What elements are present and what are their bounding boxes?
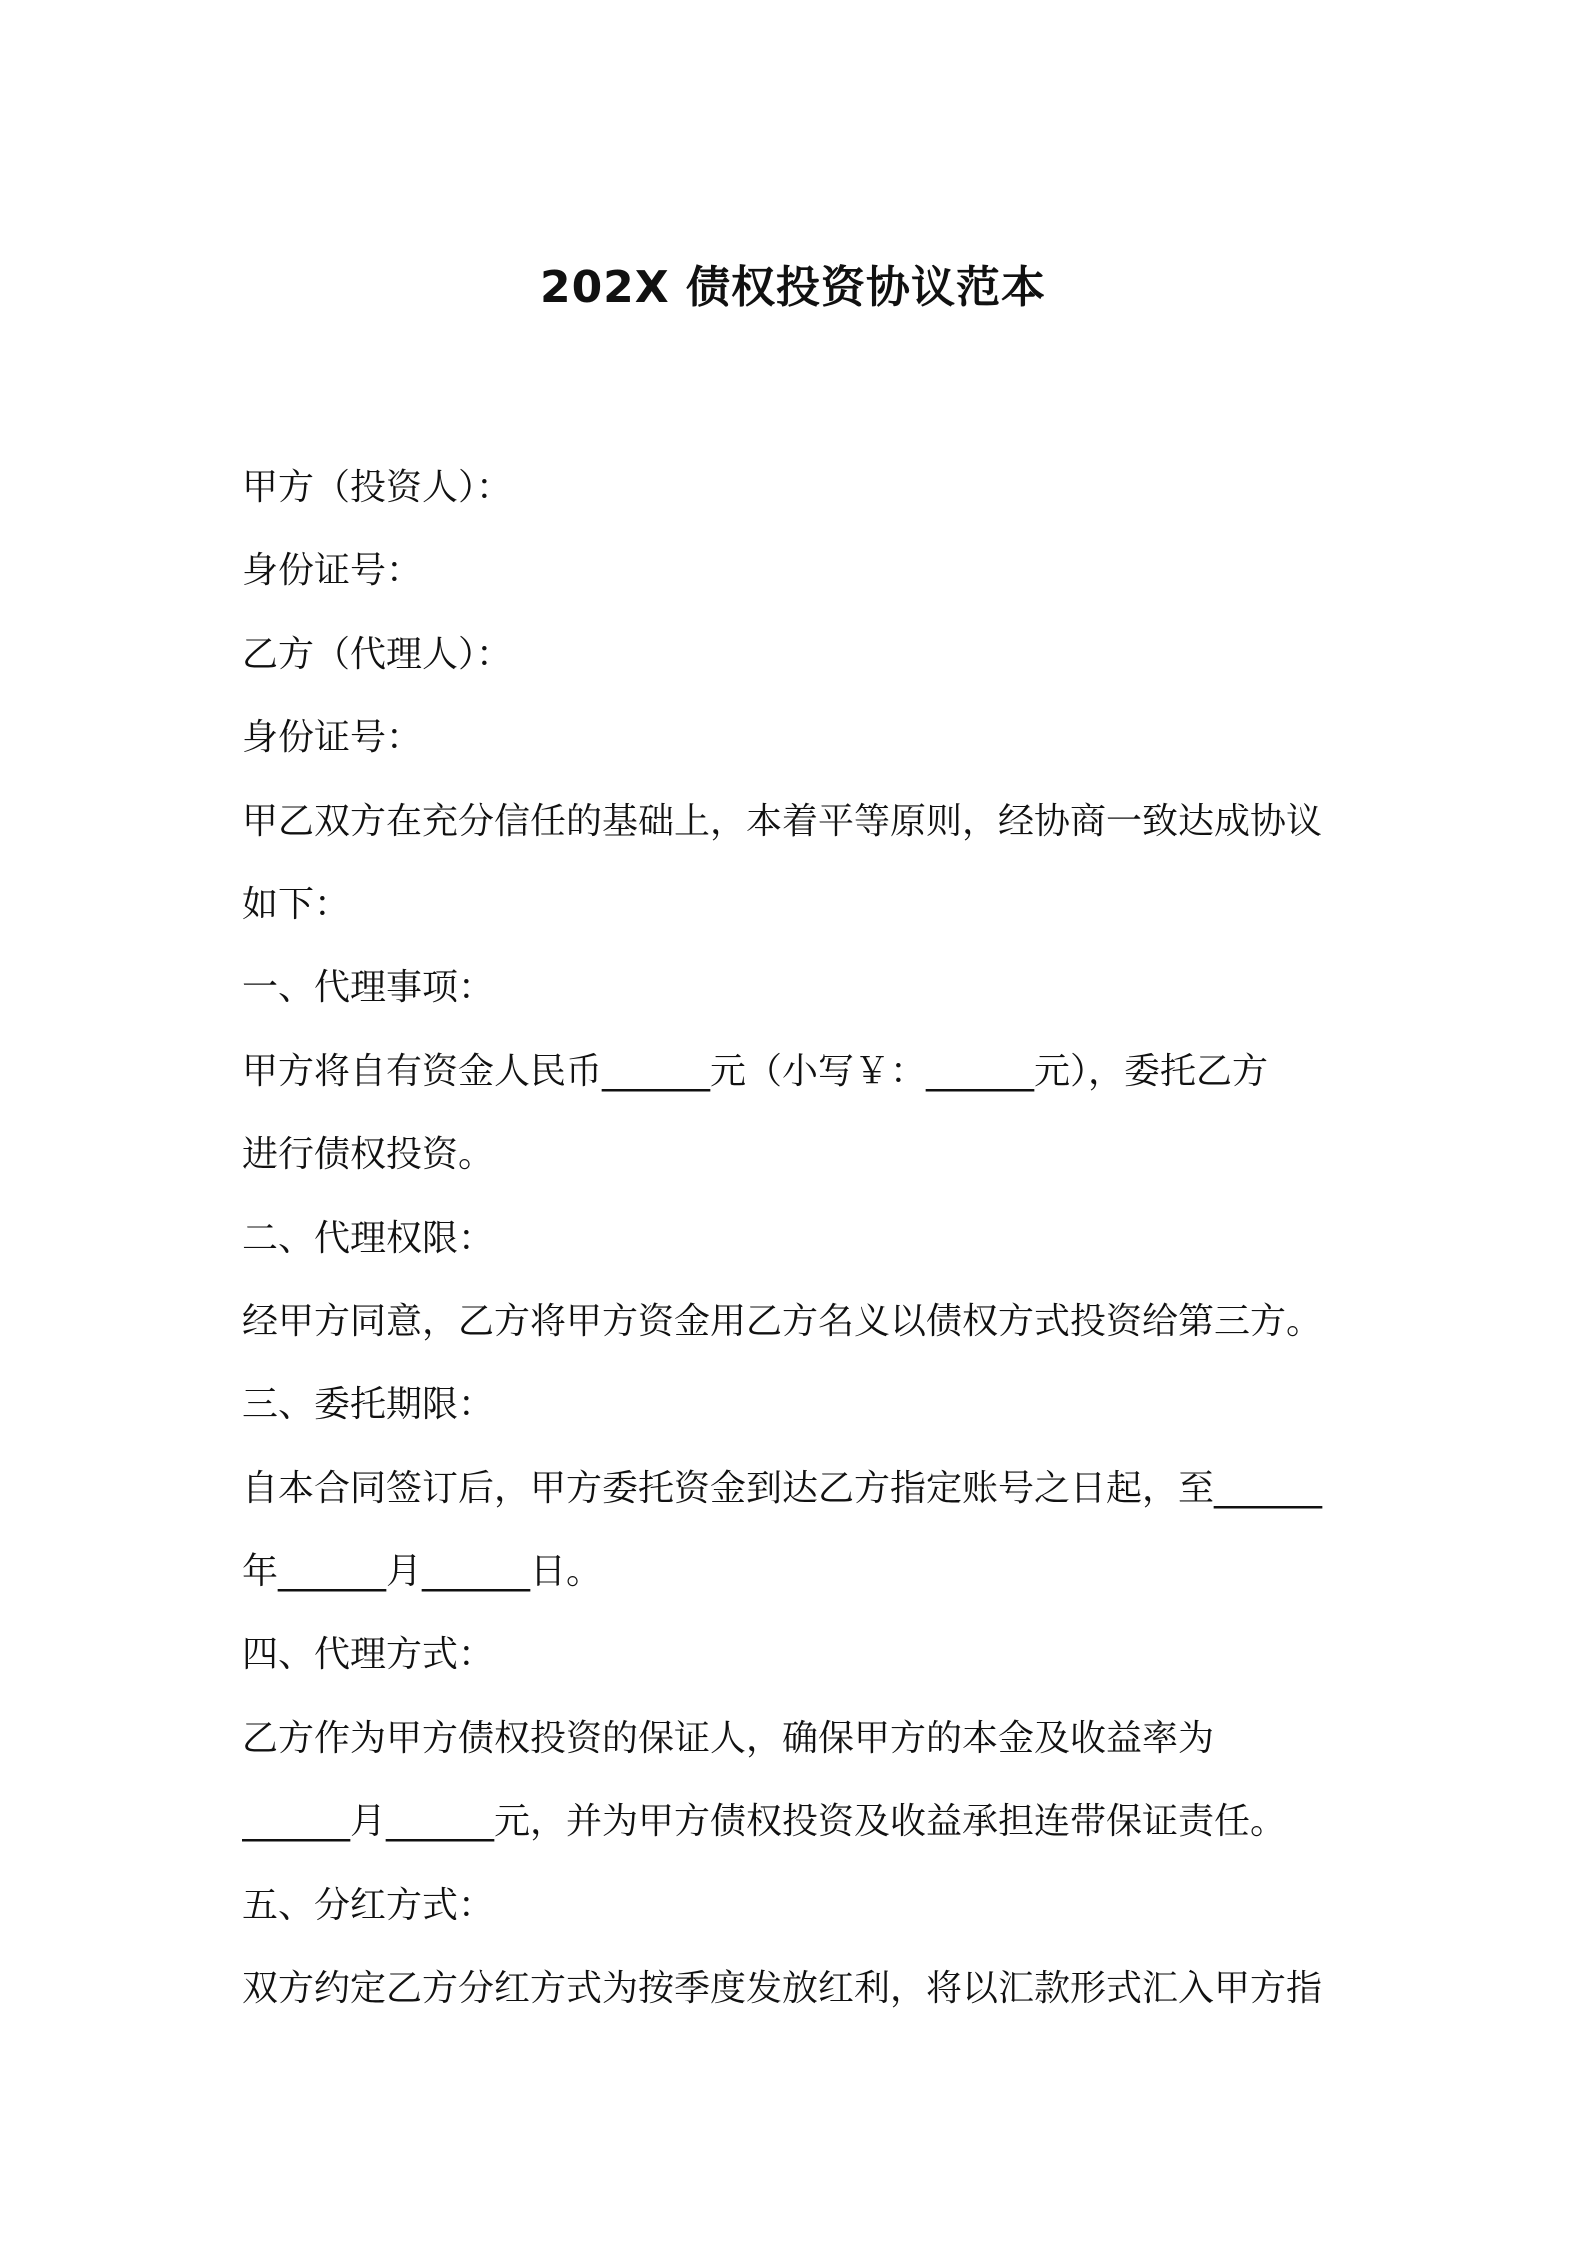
section-1-text-line-2: 进行债权投资。 — [242, 1134, 495, 1176]
section-3-text-line-2: 年______月______日。 — [242, 1551, 603, 1593]
section-heading-2: 二、代理权限： — [242, 1217, 495, 1259]
section-4-text-line-2: ______月______元，并为甲方债权投资及收益承担连带保证责任。 — [242, 1801, 1287, 1843]
section-3-text-line-1: 自本合同签订后，甲方委托资金到达乙方指定账号之日起，至______ — [242, 1467, 1323, 1509]
party-a-label: 甲方（投资人）： — [242, 467, 513, 508]
section-2-text: 经甲方同意，乙方将甲方资金用乙方名义以债权方式投资给第三方。 — [242, 1300, 1323, 1342]
section-4-text-line-1: 乙方作为甲方债权投资的保证人，确保甲方的本金及收益率为 — [242, 1717, 1215, 1759]
section-heading-4: 四、代理方式： — [242, 1634, 495, 1676]
preamble-line-2: 如下： — [242, 883, 351, 925]
document-body — [242, 446, 1362, 2030]
section-heading-5: 五、分红方式： — [242, 1884, 495, 1926]
document-title: 202X 债权投资协议范本 — [539, 262, 1047, 313]
party-b-id-label: 身份证号： — [242, 717, 423, 759]
section-heading-1: 一、代理事项： — [242, 967, 495, 1009]
party-b-label: 乙方（代理人）： — [242, 633, 513, 675]
section-heading-3: 三、委托期限： — [242, 1384, 495, 1426]
section-5-text-line-1: 双方约定乙方分红方式为按季度发放红利，将以汇款形式汇入甲方指 — [242, 1968, 1323, 2010]
section-1-text-line-1: 甲方将自有资金人民币______元（小写￥：______元），委托乙方 — [242, 1050, 1269, 1092]
preamble-line-1: 甲乙双方在充分信任的基础上，本着平等原则，经协商一致达成协议 — [242, 800, 1323, 842]
party-a-id-label: 身份证号： — [242, 550, 423, 592]
